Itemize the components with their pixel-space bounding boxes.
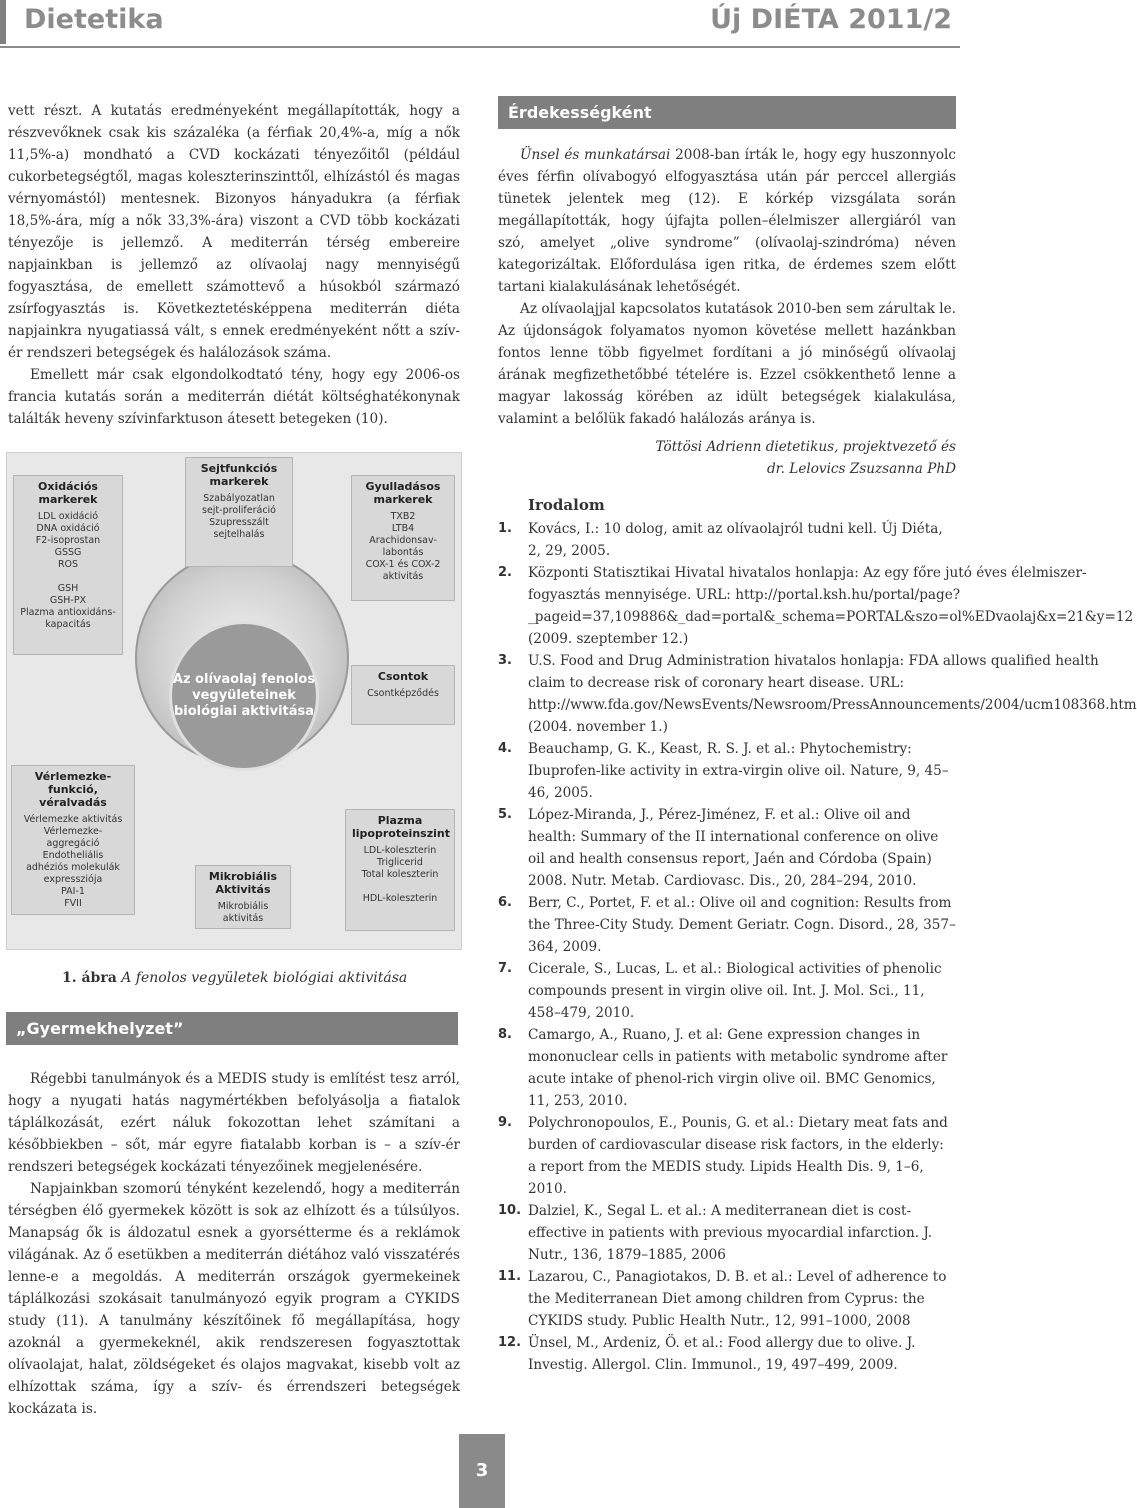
center-label: Az olívaolaj fenolos vegyületeinek biológiai aktivitása xyxy=(169,621,319,771)
paragraph: Emellett már csak elgondolkodtató tény, hogy egy 2006-os francia kutatás során a mediterrán diétát költséghatékonynak találták heveny szívinfarktuson átesett betegeken (10). xyxy=(8,367,460,427)
journal-section-title: Dietetika xyxy=(24,4,164,35)
curiosity-section-text xyxy=(498,144,956,480)
reference-number: 7. xyxy=(498,961,512,976)
box-plasma-lipoproteins: Plazma lipoproteinszint LDL-koleszterin Triglicerid Total koleszterin HDL-koleszterin xyxy=(345,809,455,931)
figure-caption xyxy=(62,970,407,986)
box-cell-function-markers: Sejtfunkciós markerek Szabályozatlan sejt-proliferáció Szupresszált sejtelhalás xyxy=(185,457,293,567)
box-oxidative-markers: Oxidációs markerek LDL oxidáció DNA oxidáció F2-isoprostan GSSG ROS GSH GSH-PX Plazma antioxidáns- kapacitás xyxy=(13,475,123,655)
reference-item xyxy=(498,892,956,958)
reference-text: Beauchamp, G. K., Keast, R. S. J. et al.: Phytochemistry: Ibuprofen-like activity in extra-virgin olive oil. Nature, 9, 45–46, 2005. xyxy=(528,741,949,801)
reference-number: 5. xyxy=(498,807,512,822)
reference-number: 11. xyxy=(498,1269,522,1284)
box-microbial-activity: Mikrobiális Aktivitás Mikrobiális aktivitás xyxy=(195,865,291,929)
reference-number: 9. xyxy=(498,1115,512,1130)
reference-text: Lazarou, C., Panagiotakos, D. B. et al.: Level of adherence to the Mediterranean Diet among children from Cyprus: the CYKIDS study. Public Health Nutr., 12, 991–1000, 2008 xyxy=(528,1269,947,1329)
caption-number: 1. ábra xyxy=(62,970,117,986)
reference-number: 6. xyxy=(498,895,512,910)
paragraph: Régebbi tanulmányok és a MEDIS study is említést tesz arról, hogy a nyugati hatás nagymértékben befolyásolja a fiatalok táplálkozását, ezért náluk fokozottan lehet számítani a későbbiekben – sőt, már egyre fiatalabb korban is – a szív-ér rendszeri betegségek kockázati tényezőinek megjelenésére. xyxy=(8,1071,460,1175)
reference-number: 2. xyxy=(498,565,512,580)
box-bones: Csontok Csontképződés xyxy=(351,665,455,725)
header-accent-bar xyxy=(0,0,6,44)
reference-text: Berr, C., Portet, F. et al.: Olive oil and cognition: Results from the Three-City Study. Dement Geriatr. Cogn. Disord., 28, 357–364, 2009. xyxy=(528,895,956,955)
reference-text: U.S. Food and Drug Administration hivatalos honlapja: FDA allows qualified health claim to decrease risk of coronary heart disease. URL: http://www.fda.gov/NewsEvents/Newsroom/PressAnnouncements/2004/ucm108368.htm (2004. november 1.) xyxy=(528,653,1137,735)
reference-item xyxy=(498,958,956,1024)
page-number: 3 xyxy=(459,1434,505,1508)
reference-text: Ünsel, M., Ardeniz, Ö. et al.: Food allergy due to olive. J. Investig. Allergol. Clin. Immunol., 19, 497–499, 2009. xyxy=(528,1335,916,1373)
references-heading: Irodalom xyxy=(528,496,605,514)
reference-text: Dalziel, K., Segal L. et al.: A mediterranean diet is cost-effective in patients with previous myocardial infarction. J. Nutr., 136, 1879–1885, 2006 xyxy=(528,1203,933,1263)
reference-item xyxy=(498,518,956,562)
reference-item xyxy=(498,804,956,892)
box-inflammatory-markers: Gyulladásos markerek TXB2 LTB4 Arachidonsav- labontás COX-1 és COX-2 aktivitás xyxy=(351,475,455,601)
paragraph: Ünsel és munkatársai 2008-ban írták le, hogy egy huszonnyolc éves férfin olívabogyó elfogyasztása után pár perccel allergiás tünetek jelentek meg (12). E kórkép vizsgálata során megállapították, hogy újfajta pollen–élelmiszer allergiáról van szó, amelyet „olive syndrome” (olívaolaj-szindróma) néven kategorizáltak. Előfordulása igen ritka, de érdemes szem előtt tartani kialakulásának lehetőségét. xyxy=(498,147,956,295)
reference-text: Camargo, A., Ruano, J. et al: Gene expression changes in mononuclear cells in patients with metabolic syndrome after acute intake of phenol-rich virgin olive oil. BMC Genomics, 11, 253, 2010. xyxy=(528,1027,948,1109)
reference-text: Cicerale, S., Lucas, L. et al.: Biological activities of phenolic compounds present in virgin olive oil. Int. J. Mol. Sci., 11, 458–479, 2010. xyxy=(528,961,942,1021)
figure-diagram xyxy=(6,452,462,950)
reference-item xyxy=(498,650,1137,738)
reference-item xyxy=(498,1024,956,1112)
reference-item xyxy=(498,1332,956,1376)
section-heading-curiosity: Érdekességként xyxy=(498,96,956,129)
children-section-text xyxy=(8,1068,460,1420)
section-heading-children: „Gyermekhelyzet” xyxy=(6,1012,458,1045)
reference-text: Kovács, I.: 10 dolog, amit az olívaolajról tudni kell. Új Diéta, 2, 29, 2005. xyxy=(528,521,943,559)
reference-text: Központi Statisztikai Hivatal hivatalos honlapja: Az egy főre jutó éves élelmiszer-fogyasztás mennyisége. URL: http://portal.ksh.hu/portal/page?_pageid=37,109886&_dad=portal&_schema=PORTAL&szo=ol%EDvaolaj&x=21&y=12 (2009. szeptember 12.) xyxy=(528,565,1134,647)
reference-item xyxy=(498,1112,956,1200)
left-column-intro xyxy=(8,100,460,430)
reference-number: 8. xyxy=(498,1027,512,1042)
paragraph: Az olívaolajjal kapcsolatos kutatások 2010-ben sem zárultak le. Az újdonságok folyamatos nyomon követése mellett hazánkban fontos lenne több figyelmet fordítani a jó minőségű olívaolaj árának megfizethetőbbé tételére is. Ezzel csökkenthető lenne a magyar lakosság körében az idült betegségek kialakulása, valamint a belőlük fakadó halálozás aránya is. xyxy=(498,301,956,427)
box-title: Oxidációs markerek xyxy=(38,480,98,506)
reference-item xyxy=(498,1266,956,1332)
reference-text: López-Miranda, J., Pérez-Jiménez, F. et al.: Olive oil and health: Summary of the II international conference on olive oil and health consensus report, Jaén and Córdoba (Spain) 2008. Nutr. Metab. Cardiovasc. Dis., 20, 284–294, 2010. xyxy=(528,807,939,889)
caption-text: A fenolos vegyületek biológiai aktivitása xyxy=(121,970,408,986)
reference-number: 10. xyxy=(498,1203,522,1218)
reference-number: 12. xyxy=(498,1335,522,1350)
paragraph: vett részt. A kutatás eredményeként megállapították, hogy a részvevőknek csak kis százaléka (a férfiak 20,4%-a, míg a nők 11,5%-a) mondható a CVD kockázati tényezőitől (például cukorbetegségtől, magas koleszterinszinttől, elhízástól és magas vérnyomástól) mentesnek. Bizonyos hányadukra (a férfiak 18,5%-ára, míg a nők 33,3%-ára) viszont a CVD több kockázati tényezője is jellemző. A mediterrán térség embereire napjainkban is jellemző az olívaolaj nagy mennyiségű fogyasztása, de emellett számottevő a húsokból származó zsírfogyasztás is. Következtetésképpena mediterrán diéta napjainkra nyugatiassá vált, s ennek eredményeként nőtt a szív-ér rendszeri betegségek és halálozások száma. xyxy=(8,103,460,361)
reference-item xyxy=(498,1200,956,1266)
references-list xyxy=(498,518,1137,1376)
author-line-1: Töttösi Adrienn dietetikus, projektvezető és xyxy=(655,439,956,455)
box-platelet-function: Vérlemezke-funkció, véralvadás Vérlemezke aktivitás Vérlemezke- aggregáció Endotheliális adhéziós molekulák expressziója PAI-1 FVII xyxy=(11,765,135,915)
journal-issue: Új DIÉTA 2011/2 xyxy=(710,4,952,35)
reference-number: 1. xyxy=(498,521,512,536)
reference-number: 4. xyxy=(498,741,512,756)
reference-item xyxy=(498,738,956,804)
reference-number: 3. xyxy=(498,653,512,668)
author-line-2: dr. Lelovics Zsuzsanna PhD xyxy=(766,461,956,477)
header-divider xyxy=(0,46,960,48)
reference-text: Polychronopoulos, E., Pounis, G. et al.: Dietary meat fats and burden of cardiovascular disease risk factors, in the elderly: a report from the MEDIS study. Lipids Health Dis. 9, 1–6, 2010. xyxy=(528,1115,948,1197)
paragraph: Napjainkban szomorú tényként kezelendő, hogy a mediterrán térségben élő gyermekek között is sok az elhízott és a túlsúlyos. Manapság ők is áldozatul esnek a gyorsétterme és a reklámok világának. Az ő esetükben a mediterrán diétához való visszatérés lenne-e a megoldás. A mediterrán országok gyermekeinek táplálkozási szokásait tanulmányozó egyik program a CYKIDS study (11). A tanulmány készítőinek fő megállapítása, hogy azoknál a gyermekeknél, akik rendszeresen fogyasztottak olívaolajat, halat, zöldségeket és olajos magvakat, kisebb volt az elhízottak száma, így a szív- és érrendszeri betegségek kockázata is. xyxy=(8,1181,460,1417)
reference-item xyxy=(498,562,1134,650)
